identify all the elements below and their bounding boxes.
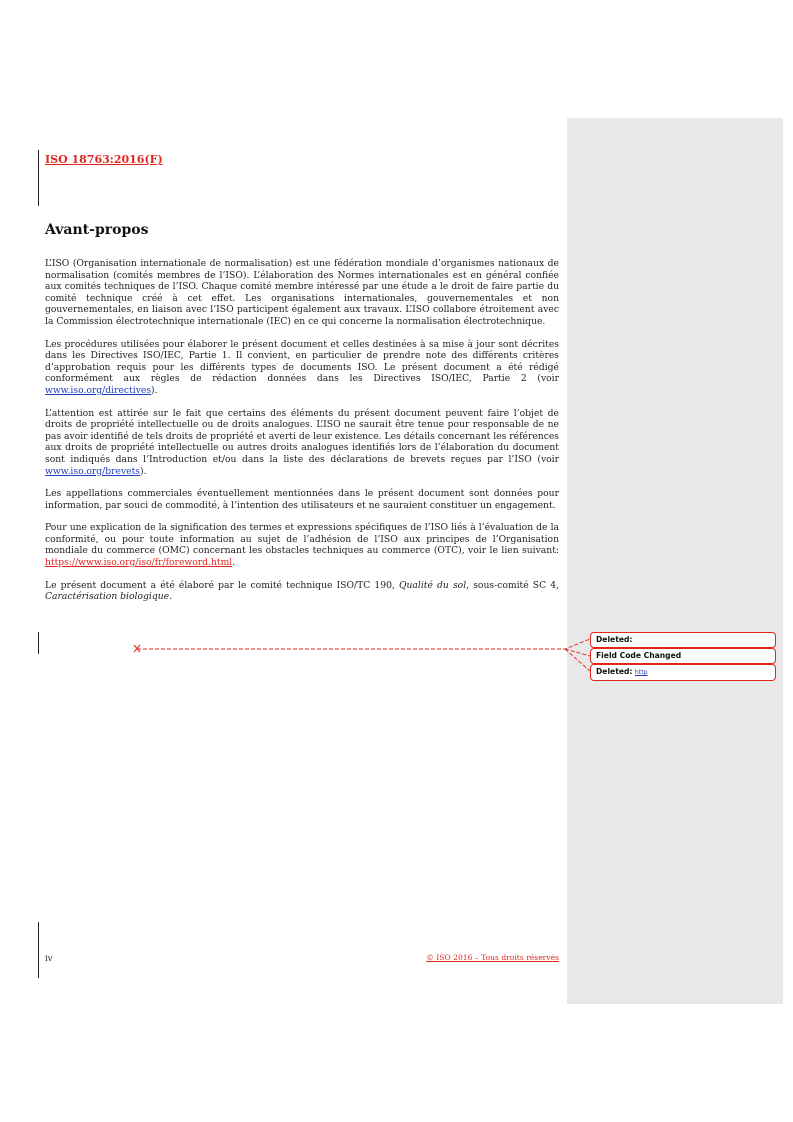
document-id: ISO 18763:2016(F) [45, 153, 163, 166]
page-number: iv [45, 954, 53, 964]
directives-link[interactable]: www.iso.org/directives [45, 384, 152, 396]
comment-balloon-deleted[interactable]: Deleted: [590, 632, 776, 648]
foreword-link[interactable]: https://www.iso.org/iso/fr/foreword.html [45, 557, 233, 569]
paragraph-2: Les procédures utilisées pour élaborer le présent document et celles destinées à sa mise à jour sont décrites dans les Directives ISO/IEC, Partie 1. Il convient, en particulier de prendre note des différents critères d’approbation requis pour les différents types de documents ISO. Le présent document a été rédigé conformément aux règles de rédaction données dans les Directives ISO/IEC, Partie 2 (voir www.iso.org/directives). [45, 338, 559, 396]
comment-balloon-field-code-changed[interactable]: Field Code Changed [590, 648, 776, 664]
section-title: Avant-propos [45, 222, 149, 238]
paragraph-1: L’ISO (Organisation internationale de normalisation) est une fédération mondiale d’organismes nationaux de normalisation (comités membres de l’ISO). L’élaboration des Normes internationales est en général confiée aux comités techniques de l’ISO. Chaque comité membre intéressé par une étude a le droit de faire partie du comité technique créé à cet effet. Les organisations internationales, gouvernementales et non gouvernementales, en liaison avec l’ISO participent également aux travaux. L’ISO collabore étroitement avec la Commission électrotechnique internationale (IEC) en ce qui concerne la normalisation électrotechnique. [45, 258, 559, 327]
copyright-notice: © ISO 2016 – Tous droits réservés [426, 953, 559, 962]
patents-link[interactable]: www.iso.org/brevets [45, 465, 141, 477]
paragraph-5: Pour une explication de la signification des termes et expressions spécifiques de l’ISO liés à l’évaluation de la conformité, ou pour toute information au sujet de l’adhésion de l’ISO aux principes de l’Organisation mondiale du commerce (OMC) concernant les obstacles techniques au commerce (OTC), voir le lien suivant: https://www.iso.org/iso/fr/foreword.html. [45, 522, 559, 569]
paragraph-3: L’attention est attirée sur le fait que certains des éléments du présent document peuvent faire l’objet de droits de propriété intellectuelle ou de droits analogues. L’ISO ne saurait être tenue pour responsable de ne pas avoir identifié de tels droits de propriété et averti de leur existence. Les détails concernant les références aux droits de propriété intellectuelle ou autres droits analogues identifiés lors de l’élaboration du document sont indiqués dans l’Introduction et/ou dans la liste des déclarations de brevets reçues par l’ISO (voir www.iso.org/brevets). [45, 407, 559, 477]
comment-balloon-deleted-http[interactable]: Deleted: http [590, 664, 776, 681]
paragraph-6: Le présent document a été élaboré par le comité technique ISO/TC 190, Qualité du sol, sous-comité SC 4, Caractérisation biologique. [45, 579, 559, 603]
paragraph-4: Les appellations commerciales éventuellement mentionnées dans le présent document sont données pour information, par souci de commodité, à l’intention des utilisateurs et ne sauraient constituer un engagement. [45, 488, 559, 511]
